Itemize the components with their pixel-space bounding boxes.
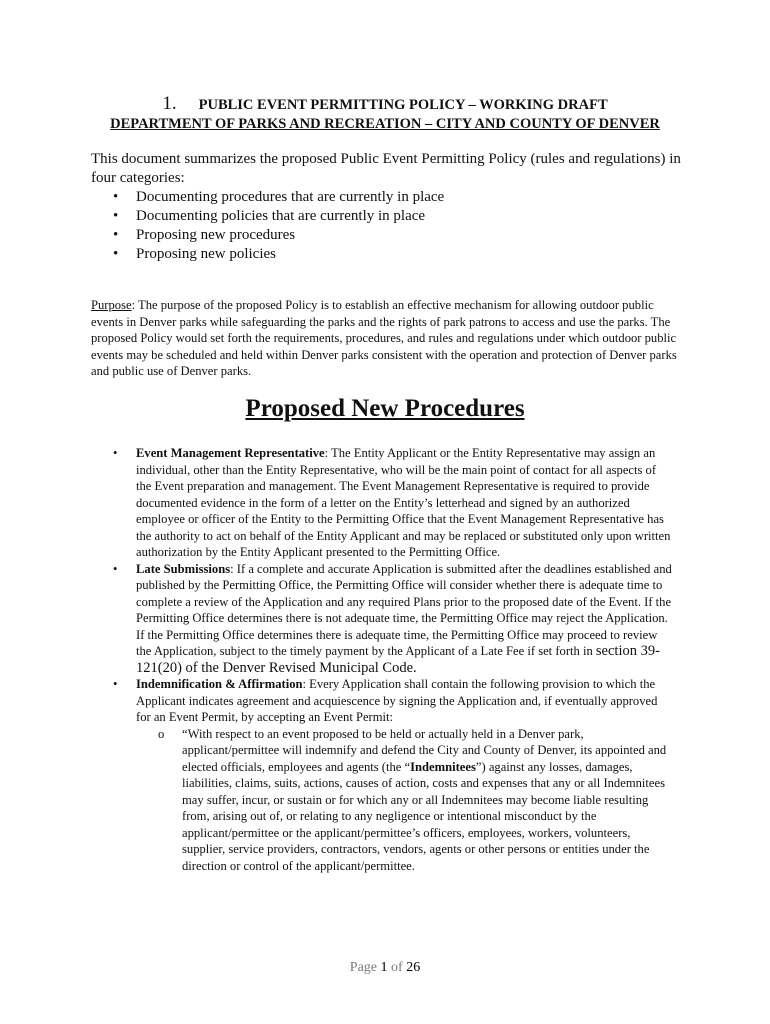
list-item: [113, 676, 673, 874]
intro-text: This document summarizes the proposed Public Event Permitting Policy (rules and regulations) in four categories:: [91, 151, 681, 186]
bullet-icon: •: [113, 189, 119, 205]
circle-bullet-icon: o: [158, 726, 165, 741]
bullet-icon: •: [113, 227, 119, 243]
intro-section: [91, 150, 691, 264]
bullet-icon: •: [113, 246, 119, 262]
of-word: of: [391, 960, 403, 975]
item-text: : The Entity Applicant or the Entity Representative may assign an individual, other than the Entity Representative, who will be the main point of contact for all aspects of the Event preparation and management. The Event Management Representative is required to provide documented evidence in the form of a letter on the Entity’s letterhead and signed by an authorized employee or officer of the Entity to the Permitting Office that the Event Management Representative has the authority to act on behalf of the Entity Applicant and may be replaced or substituted only upon written authorization by the Entity Applicant presented to the Permitting Office.: [136, 446, 671, 559]
section-heading: Proposed New Procedures: [245, 395, 525, 422]
page-number: 1: [380, 960, 388, 975]
bullet-icon: •: [113, 446, 118, 460]
page-total: 26: [406, 960, 421, 975]
document-title: [0, 93, 770, 115]
item-heading: Event Management Representative: [136, 446, 325, 460]
category-list: [91, 188, 691, 264]
item-text: : Every Application shall contain the following provision to which the Applicant indicates agreement and acquiescence by signing the Application and, if eventually approved for an Event Permit, by accepting an Event Permit:: [136, 677, 658, 724]
procedure-list: [113, 445, 673, 874]
list-item: [113, 561, 673, 677]
department-subtitle: DEPARTMENT OF PARKS AND RECREATION – CITY AND COUNTY OF DENVER: [110, 116, 660, 132]
list-item: • Proposing new procedures: [113, 227, 296, 243]
purpose-label: Purpose: [91, 298, 132, 312]
list-item: • Proposing new policies: [113, 246, 276, 262]
page-footer: [0, 960, 770, 976]
purpose-text: : The purpose of the proposed Policy is to establish an effective mechanism for allowing outdoor public events in Denver parks while safeguarding the parks and the rights of park patrons to access and use the parks. The proposed Policy would set forth the requirements, procedures, and rules and regulations under which outdoor public events may be scheduled and held within Denver parks consistent with the operation and protection of Denver parks and public use of Denver parks.: [91, 298, 677, 378]
list-item: • Documenting policies that are currently in place: [113, 208, 426, 224]
bullet-icon: •: [113, 208, 119, 224]
list-item: • Documenting procedures that are currently in place: [113, 189, 445, 205]
bullet-icon: •: [113, 561, 118, 576]
list-item: [113, 445, 673, 561]
defined-term: Indemnitees: [410, 759, 476, 774]
item-text: : If a complete and accurate Application is submitted after the deadlines established and published by the Permitting Office, the Permitting Office will consider whether there is adequate time to complete a review of the Application and any required Plans prior to the proposed date of the Event. If the Permitting Office determines there is not adequate time, the Permitting Office may reject the Application. If the Permitting Office determines there is adequate time, the Permitting Office may proceed to review the Application, subject to the timely payment by the Applicant of a Late Fee if set forth in: [136, 561, 672, 658]
title-text: PUBLIC EVENT PERMITTING POLICY – WORKING DRAFT: [198, 97, 608, 113]
page-word: Page: [349, 960, 378, 975]
indemnification-clause: o “With respect to an event proposed to be held or actually held in a Denver park, applicant/permittee will indemnify and defend the City and County of Denver, its appointed and elected officials, employees and agents (the “Indemnitees”) against any losses, damages, liabilities, claims, suits, actions, causes of action, costs and expenses that any or all Indemnitees may suffer, incur, or sustain or for which any or all Indemnitees may become liable resulting from, arising out of, or relating to any negligence or intentional misconduct by the applicant/permittee or the applicant/permittee’s officers, employees, workers, volunteers, supplier, service providers, contractors, vendors, agents or other persons or entities under the direction or control of the applicant/permittee.: [158, 726, 667, 873]
bullet-icon: •: [113, 677, 118, 691]
item-heading: Indemnification & Affirmation: [136, 677, 303, 691]
heading-number: 1.: [162, 93, 177, 114]
code-reference: section 39-121(20) of the Denver Revised Municipal Code.: [136, 643, 660, 676]
item-heading: Late Submissions: [136, 561, 231, 576]
purpose-paragraph: [91, 297, 687, 380]
